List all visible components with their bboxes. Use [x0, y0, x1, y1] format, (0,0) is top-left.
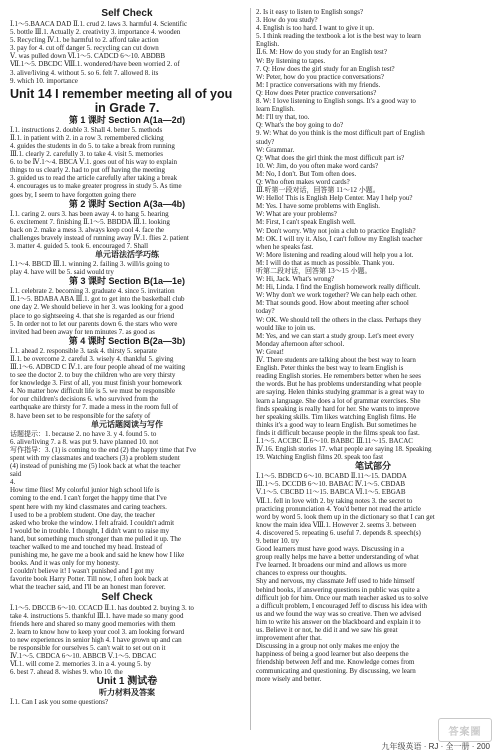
answer-line: place to go sightseeing 4. that she is regarded as our friend	[10, 311, 175, 320]
lesson-4-heading: 第 4 课时 Section B(2a—3b)	[68, 335, 186, 346]
answer-line: W: Great!	[256, 347, 284, 356]
answer-line: Q: What does the girl think the most difficult part is?	[256, 153, 405, 162]
lesson-2-answers	[10, 210, 244, 250]
answer-line: Ⅴ.1～5. CBCBD 11～15. BABCA Ⅵ.1～5. EBGAB	[256, 488, 406, 497]
answer-line: Good learners must have good ways. Discussing in a	[256, 545, 404, 554]
answer-line: Ⅴ. was pulled down Ⅵ.1～5. CADCD 6～10. ABDBB	[10, 52, 166, 61]
answer-line: I've learned. It broadens our mind and allows us more	[256, 561, 407, 570]
answer-line: Ⅱ.1. in patient with 2. in a row 3. remembered clicking	[10, 133, 164, 142]
self-check-heading: Self Check	[101, 8, 153, 19]
self-check-2-heading: Self Check	[101, 591, 153, 603]
self-check-answers	[10, 20, 244, 85]
answer-line: Ⅱ.1. be overcome 2. careful 3. wisely 4. thankful 5. giving	[10, 354, 174, 363]
answer-line: 4.	[10, 478, 16, 487]
answer-line: Ⅰ.1. caring 2. ours 3. has been away 4. to hang 5. hearing	[10, 209, 169, 218]
answer-line: 5. Recycling Ⅳ.1. be harmful to 2. afford take action	[10, 36, 159, 45]
grammar-practice-answers	[10, 260, 244, 276]
answer-page	[10, 8, 490, 738]
answer-line: Ⅰ.1. ahead 2. responsible 3. task 4. thirsty 5. separate	[10, 346, 157, 355]
answer-line: (4) instead of punishing me (5) look back at what the teacher	[10, 462, 181, 471]
answer-line: 4. encourages us to make greater progress in study 5. As time	[10, 182, 182, 191]
answer-line: W: OK. We should tell the others in the class. Perhaps they	[256, 315, 422, 324]
answer-line: 8. have been set to be responsible for the safety of	[10, 411, 151, 420]
answer-line: back on 2. make a mess 3. always keep cool 4. face the	[10, 225, 165, 234]
answer-line: 3. How do you study?	[256, 16, 318, 25]
answer-line: 7. Q: How does the girl study for an English test?	[256, 64, 395, 73]
answer-line: 2. Is it easy to listen to English songs?	[256, 8, 364, 16]
answer-line: 话题提示：1. because 2. no have 3. y 4. found 5. to	[10, 429, 157, 438]
answer-line: English.	[256, 40, 280, 49]
unit-subtitle: in Grade 7.	[94, 100, 160, 115]
answer-line: to see the doctor 2. to buy the children who are very thirsty	[10, 371, 176, 380]
unit-1-test-heading: Unit 1 测试卷	[96, 676, 158, 688]
answer-line: us and we found the way was so creative. Then we advised	[256, 609, 422, 618]
lesson-4-answers	[10, 347, 244, 420]
answer-line: one day 2. We should believe in her 3. was looking for a good	[10, 303, 184, 312]
answer-line: earthquake are thirsty for 7. made a mess in the room full of	[10, 403, 179, 412]
answer-line: 4. guides the students in do 5. to take a break from running	[10, 141, 175, 150]
answer-line: Ⅲ.1～6. ADBCD C Ⅳ.1. are four people ahead of me waiting	[10, 363, 186, 371]
answer-line: 6. best 7. ahead 8. wishes 9. who 10. the	[10, 668, 123, 677]
answer-line: 3. pay for 4. cut off danger 5. recycling can cut down	[10, 44, 159, 53]
written-part-heading: 笔试部分	[354, 461, 391, 472]
answer-line: Ⅰ.1～5. DBCCB 6～10. CCACD Ⅱ.1. has doubted 2. buying 3. to	[10, 603, 194, 612]
answer-line: W: More listening and reading aloud will help you a lot.	[256, 250, 414, 259]
answer-line: W: Peter, how do you practice conversations?	[256, 72, 384, 81]
grammar-practice-heading: 单元语法活学巧练	[95, 250, 159, 260]
answer-line: coming to the end. I can't forget the happy time that I've	[10, 494, 167, 503]
answer-line: Ⅰ.1～4. BBCD Ⅲ.1. winning 2. failing 3. will/is going to	[10, 260, 170, 269]
answer-line: M: I will do that as much as possible. Thank you.	[256, 258, 395, 267]
answer-line: more wisely and better.	[256, 674, 322, 683]
answer-line: W: Don't worry. Why not join a club to practice English?	[256, 226, 416, 235]
answer-line: 4. discovered 5. repeating 6. useful 7. depends 8. speech(s)	[256, 528, 421, 537]
answer-line: books. And it was only for my honesty.	[10, 559, 120, 568]
answer-line: happiness of being a good learner but also deepens the	[256, 650, 409, 659]
answer-line: 9. W: What do you think is the most difficult part of English	[256, 129, 425, 138]
answer-line: things to us clearly 2. had to put off having the meeting	[10, 166, 166, 175]
column-divider	[250, 8, 251, 730]
answer-line: chances to express our thoughts.	[256, 569, 347, 578]
lesson-3-heading: 第 3 课时 Section B(1a—1e)	[68, 276, 186, 287]
answer-line: Ⅰ.1～5. BDBCD 6～10. BCABD Ⅱ.11～15. DADDA	[256, 472, 407, 481]
answer-line: W: By listening to tapes.	[256, 56, 326, 65]
answer-line: Q: How does Peter practice conversations?	[256, 88, 377, 97]
answer-line: Ⅵ.1. will come 2. memories 3. in a 4. young 5. by	[10, 660, 151, 669]
lesson-3-answers	[10, 287, 244, 336]
answer-line: 6. excitement 7. finishing Ⅱ.1～5. BBDDA Ⅲ.1. looking	[10, 217, 170, 226]
answer-line: for our children's decisions 6. who survived from the	[10, 395, 159, 404]
lesson-2-heading: 第 2 课时 Section A(3a—4b)	[68, 198, 186, 209]
answer-line: finds speaking is really hard for her. She wants to improve	[256, 404, 420, 413]
answer-line: reading English stories. He remembers better when he sees	[256, 372, 422, 381]
answer-line: W: Hi, Jack. What's wrong?	[256, 275, 335, 284]
answer-line: 3. guided us to read the article carefully after taking a break	[10, 174, 178, 183]
answer-line: take 4. instructions 5. thankful Ⅲ.1. have made so many good	[10, 611, 184, 620]
answer-line: punishing me, he gave me a book and said he knew how I like	[10, 551, 185, 560]
answer-line: 6. to be Ⅳ.1～4. BBCA Ⅴ.1. goes out of his way to explain	[10, 158, 178, 167]
answer-line: Shy and nervous, my classmate Jeff used to hide himself	[256, 577, 415, 586]
answer-line: 3. alive/living 4. without 5. so 6. felt 7. allowed 8. its	[10, 68, 159, 77]
answer-line: study?	[256, 137, 275, 146]
answer-line: word by word 5. look them up in the dictionary so that I can get	[256, 512, 435, 521]
reading-writing-answers	[10, 430, 244, 592]
answer-line: him to write his answer on the blackboard and explain it to	[256, 617, 421, 626]
reading-writing-heading: 单元话题阅读与写作	[91, 419, 163, 429]
answer-line: finds it difficult because people in the films speak too fast.	[256, 428, 420, 437]
lesson-1-answers	[10, 126, 244, 199]
answer-line: M: That sounds good. How about meeting after school	[256, 299, 409, 308]
left-column	[10, 8, 244, 730]
answer-line: Ⅳ.1～5. CBDCA 6～10. ABBCB Ⅴ.1～5. DBCAC	[10, 652, 157, 661]
answer-line: Ⅰ.1. Can I ask you some questions?	[10, 698, 109, 707]
answer-line: group really helps me have a better understanding of what	[256, 553, 419, 562]
answer-line: Ⅰ.1～5.BAACA DAD Ⅱ.1. crud 2. laws 3. harmful 4. Scientific	[10, 20, 188, 28]
answer-line: learn English.	[256, 105, 295, 114]
answer-line: M: I'll try that, too.	[256, 113, 310, 122]
answer-line: friends here and shared so many good memories with them	[10, 619, 176, 628]
answer-line: 9. better 10. try	[256, 537, 299, 545]
answer-line: thinks it's a good way to learn English. But sometimes he	[256, 420, 417, 429]
unit-title: Unit 14 I remember meeting all of you	[10, 86, 233, 101]
answer-line: what the teacher said, and I'll be an honest man forever.	[10, 583, 166, 592]
answer-line: Q: What's the boy going to do?	[256, 121, 344, 130]
answer-line: know the main idea Ⅷ.1. However 2. seems 3. between	[256, 520, 417, 529]
answer-line: favorite book Harry Potter. Till now, I often look back at	[10, 575, 169, 584]
answer-line: I would be in trouble. I thought, I didn't want to raise my	[10, 526, 170, 535]
answer-line: M: First, I can't speak English well.	[256, 218, 356, 227]
answer-line: spent with my classmates and teachers (3) a problem student	[10, 453, 180, 462]
answer-line: to new experiences in senior high 4. I have grown up and can	[10, 635, 182, 644]
answer-line: W: Why don't we work together? We can help each other.	[256, 291, 417, 300]
answer-line: behind books, if answering questions in public was quite a	[256, 585, 420, 594]
unit-1-test-answers	[10, 698, 244, 706]
answer-line: 4. English is too hard. I want to give it up.	[256, 24, 375, 33]
answer-line: Monday afternoon after school.	[256, 339, 345, 348]
answer-line: Ⅶ.1～5. DBCDC Ⅷ.1. wondered/have been worried 2. of	[10, 60, 180, 69]
answer-line: her speaking skills. Tim likes watching English films. He	[256, 412, 417, 421]
answer-line: 10. W: Jim, do you often make word cards?	[256, 161, 379, 170]
answer-line: be responsible for ourselves 5. can't wait to set out on it	[10, 644, 166, 652]
answer-line: would like to join us.	[256, 323, 316, 332]
answer-line: 9. which 10. importance	[10, 76, 78, 85]
answer-line: improvement after that.	[256, 634, 322, 643]
answer-line: are saying. Helen thinks studying grammar is a great way to	[256, 388, 425, 397]
answer-line: Ⅳ.16. English stories 17. what people are saying 18. Speaking	[256, 445, 432, 454]
lesson-1-heading: 第 1 课时 Section A(1a—2d)	[68, 114, 186, 125]
answer-line: 5. In order not to let our parents down 6. the stars who were	[10, 319, 178, 328]
answer-line: M: Yes, and we can start a study group. Let's meet every	[256, 331, 414, 340]
answer-line: asked who broke the window. I felt afraid. I couldn't admit	[10, 518, 175, 527]
answer-line: Ⅰ.1. celebrate 2. becoming 3. graduate 4. since 5. invitation	[10, 287, 175, 296]
written-part-answers	[256, 472, 490, 682]
answer-line: Ⅰ.1. instructions 2. double 3. Shall 4. better 5. methods	[10, 125, 163, 134]
answer-line: goes by, I seem to have forgotten going there	[10, 190, 136, 199]
answer-line: 5. bottle Ⅲ.1. Actually 2. creativity 3. importance 4. wooden	[10, 28, 181, 37]
answer-line: difficult job for him. Once our math teacher asked us to solve	[256, 593, 429, 602]
watermark-logo: 答案圈	[438, 718, 492, 742]
answer-line: hand, but something much stronger than me pulled it up. The	[10, 534, 181, 543]
answer-line: 2. learn to know how to keep your cool 3. am looking forward	[10, 627, 185, 636]
answer-line: M: Hi, Linda. I find the English homework really difficult.	[256, 283, 421, 292]
answer-line: spent here with my kind classmates and caring teachers.	[10, 502, 167, 511]
answer-line: said	[10, 470, 22, 479]
self-check-2-answers	[10, 604, 244, 677]
answer-line: 4. No matter how difficult life is 5. we must be responsible	[10, 387, 175, 396]
answer-line: teacher walked to me and touched my head. Instead of	[10, 542, 163, 551]
answer-line: learn a language. She does a lot of grammar exercises. She	[256, 396, 421, 405]
answer-line: for knowledge 3. First of all, you must finish your homework	[10, 379, 182, 388]
answer-line: M: OK. I will try it. Also, I can't follow my English teacher	[256, 234, 423, 243]
answer-line: Q: Who often makes word cards?	[256, 177, 350, 186]
answer-line: 6. alive/living 7. a 8. was put 9. have planned 10. not	[10, 437, 159, 446]
answer-line: challenges bravely instead of running away Ⅳ.1. flies 2. patient	[10, 233, 189, 242]
answer-line: a difficult problem, I encouraged Jeff to discuss his idea with	[256, 601, 428, 610]
answer-line: 听第二段对话，回答第 13～15 小题。	[256, 267, 372, 275]
answer-line: I used to be a problem student. One day, the teacher	[10, 510, 155, 519]
answer-line: communicating and questioning. By discussing, we learn	[256, 666, 416, 675]
answer-line: us. Believe it or not, he did it and we saw his great	[256, 626, 398, 635]
answer-line: friendship between Jeff and me. Knowledge comes from	[256, 658, 415, 667]
answer-line: How time flies! My colorful junior high school life is	[10, 486, 160, 495]
right-column	[256, 8, 490, 730]
answer-line: Ⅶ.1. fell in love with 2. by taking notes 3. the secret to	[256, 496, 413, 505]
answer-line: today?	[256, 307, 275, 316]
answer-line: English. Peter thinks the best way to learn English is	[256, 364, 404, 373]
answer-line: play 4. have will be 5. said would try	[10, 268, 114, 277]
answer-line: Ⅳ. There students are talking about the best way to learn	[256, 356, 416, 365]
answer-line: Ⅲ.1. clearly 2. carefully 3. to take 4. visit 5. memories	[10, 150, 163, 159]
answer-line: Ⅲ.听第一段对话，回答第 11～12 小题。	[256, 186, 380, 195]
answer-line: Ⅲ.1～5. DCCDB 6～10. BABAC Ⅳ.1～5. CBDAB	[256, 480, 406, 489]
answer-line: Discussing in a group not only makes me enjoy the	[256, 642, 400, 651]
answer-line: Ⅱ.1～5. BDABA ABA Ⅲ.1. got to get into the basketball club	[10, 295, 185, 304]
answer-line: M: Yes. I have some problems with English.	[256, 202, 381, 211]
answer-line: 写作指导：3. (1) is coming to the end (2) the happy time that I've	[10, 445, 197, 454]
listening-script	[256, 8, 490, 461]
answer-line: 8. W: I love listening to English songs. It's a good way to	[256, 97, 416, 106]
answer-line: when he speaks fast.	[256, 242, 314, 251]
answer-line: Ⅰ.1～5. ACCBC Ⅱ.6～10. BABBC Ⅲ.11～15. BACAC	[256, 436, 413, 445]
listening-material-heading: 听力材料及答案	[99, 688, 155, 698]
answer-line: W: What are your problems?	[256, 210, 337, 219]
answer-line: Ⅱ.6. M: How do you study for an English test?	[256, 48, 387, 57]
answer-line: the words. But he has problems understanding what people	[256, 380, 422, 389]
answer-line: M: I practice conversations with my friends.	[256, 80, 381, 89]
answer-line: 5. I think reading the textbook a lot is the best way to learn	[256, 32, 421, 41]
answer-line: 3. matter 4. guided 5. took 6. encouraged 7. Shall	[10, 241, 149, 250]
answer-line: I couldn't believe it! I wasn't punished and I got my	[10, 567, 155, 576]
answer-line: M: No, I don't. But Tom often does.	[256, 169, 357, 178]
answer-line: invited had been away for ten minutes 7. as good as	[10, 327, 155, 336]
answer-line: W: Hello! This is English Help Center. May I help you?	[256, 194, 413, 203]
answer-line: practicing pronunciation 4. You'd better not read the article	[256, 504, 421, 513]
page-footer: 九年级英语 · RJ · 全一册 · 200	[381, 742, 490, 751]
answer-line: 19. Watching English films 20. speak too fast	[256, 453, 384, 462]
answer-line: W: Grammar.	[256, 145, 295, 154]
